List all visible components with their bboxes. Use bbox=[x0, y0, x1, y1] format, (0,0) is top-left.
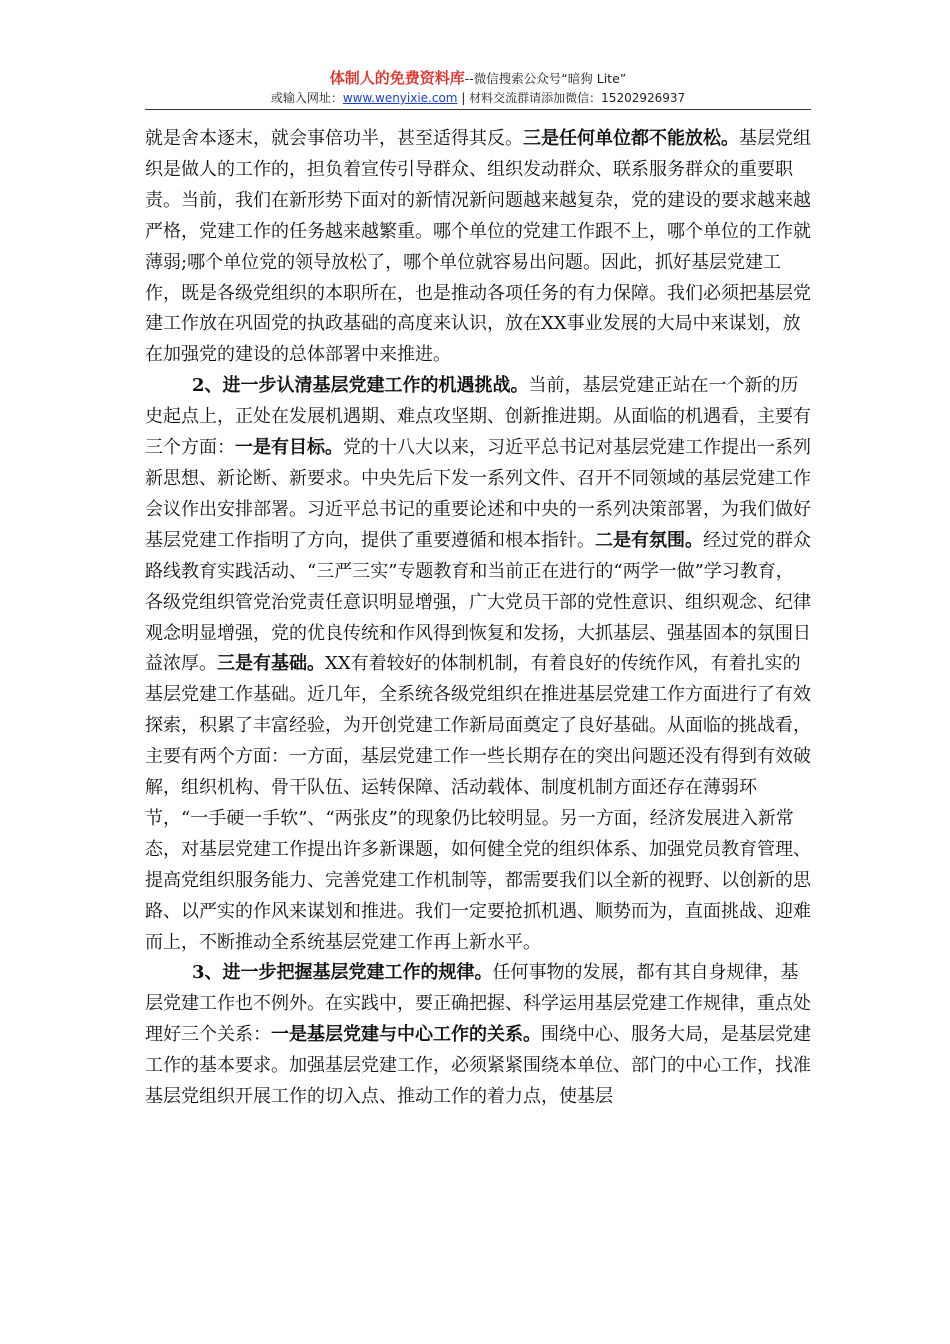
paragraph-2 bbox=[145, 371, 811, 958]
bold-heading-text: 三是任何单位都不能放松。 bbox=[523, 128, 739, 149]
body-text: 任何事物的发展，都有其自身规律，基层党建工作也不例外。在实践中，要正确把握、科学运用基层党建工作规律，重点处理好三个关系： bbox=[145, 962, 811, 1046]
header-url-prefix: 或输入网址： bbox=[270, 91, 343, 105]
header-divider bbox=[145, 109, 811, 110]
bold-heading-text: 一是基层党建与中心工作的关系。 bbox=[271, 1024, 541, 1046]
header-title: 体制人的免费资料库 bbox=[329, 69, 465, 87]
body-text: 经过党的群众路线教育实践活动、“三严三实”专题教育和当前正在进行的“两学一做”学习教育，各级党组织管党治党责任意识明显增强，广大党员干部的党性意识、组织观念、纪律观念明显增强，党的优良传统和作风得到恢复和发扬，大抓基层、强基固本的氛围日益浓厚。 bbox=[145, 529, 811, 675]
body-text: 当前，基层党建正站在一个新的历史起点上，正处在发展机遇期、难点攻坚期、创新推进期。从面临的机遇看，主要有三个方面： bbox=[145, 375, 811, 459]
body-text: 基层党组织是做人的工作的，担负着宣传引导群众、组织发动群众、联系服务群众的重要职责。当前，我们在新形势下面对的新情况新问题越来越复杂，党的建设的要求越来越严格，党建工作的任务越来越繁重。哪个单位的党建工作跟不上，哪个单位的工作就薄弱;哪个单位党的领导放松了，哪个单位就容易出问题。因此，抓好基层党建工作，既是各级党组织的本职所在，也是推动各项任务的有力保障。我们必须把基层党建工作放在巩固党的执政基础的高度来认识，放在XX事业发展的大局中来谋划，放在加强党的建设的总体部署中来推进。 bbox=[145, 128, 811, 366]
bold-heading-text: 一是有目标。 bbox=[235, 437, 343, 459]
bold-heading-text: 3、进一步把握基层党建工作的规律。 bbox=[192, 962, 493, 984]
bold-heading-text: 二是有氛围。 bbox=[595, 529, 703, 551]
bold-heading-text: 三是有基础。 bbox=[217, 653, 325, 675]
body-text: 党的十八大以来，习近平总书记对基层党建工作提出一系列新思想、新论断、新要求。中央先后下发一系列文件、召开不同领域的基层党建工作会议作出安排部署。习近平总书记的重要论述和中央的一系列决策部署，为我们做好基层党建工作指明了方向，提供了重要遵循和根本指针。 bbox=[145, 437, 811, 551]
website-link[interactable]: www.wenyixie.com bbox=[342, 91, 458, 105]
header-line-1 bbox=[145, 68, 811, 89]
body-text: 围绕中心、服务大局，是基层党建工作的基本要求。加强基层党建工作，必须紧紧围绕本单位、部门的中心工作，找准基层党组织开展工作的切入点、推动工作的着力点，使基层 bbox=[145, 1024, 811, 1108]
page-header bbox=[145, 68, 811, 107]
paragraph-1 bbox=[145, 124, 811, 371]
header-wechat: | 材料交流群请添加微信：15202926937 bbox=[457, 91, 686, 105]
header-line-2 bbox=[145, 89, 811, 107]
bold-heading-text: 2、进一步认清基层党建工作的机遇挑战。 bbox=[192, 375, 529, 397]
header-subtitle: --微信搜索公众号“暗狗 Lite” bbox=[464, 71, 627, 86]
body-text: XX有着较好的体制机制，有着良好的传统作风，有着扎实的基层党建工作基础。近几年，全系统各级党组织在推进基层党建工作方面进行了有效探索，积累了丰富经验，为开创党建工作新局面奠定了良好基础。从面临的挑战看，主要有两个方面：一方面，基层党建工作一些长期存在的突出问题还没有得到有效破解，组织机构、骨干队伍、运转保障、活动载体、制度机制方面还存在薄弱环节，“一手硬一手软”、“两张皮”的现象仍比较明显。另一方面，经济发展进入新常态，对基层党建工作提出许多新课题，如何健全党的组织体系、加强党员教育管理、提高党组织服务能力、完善党建工作机制等，都需要我们以全新的视野、以创新的思路、以严实的作风来谋划和推进。我们一定要抢抓机遇、顺势而为，直面挑战、迎难而上，不断推动全系统基层党建工作再上新水平。 bbox=[145, 653, 811, 953]
paragraph-3 bbox=[145, 958, 811, 1113]
body-text: 就是舍本逐末，就会事倍功半，甚至适得其反。 bbox=[145, 128, 523, 149]
document-body bbox=[145, 124, 811, 1113]
